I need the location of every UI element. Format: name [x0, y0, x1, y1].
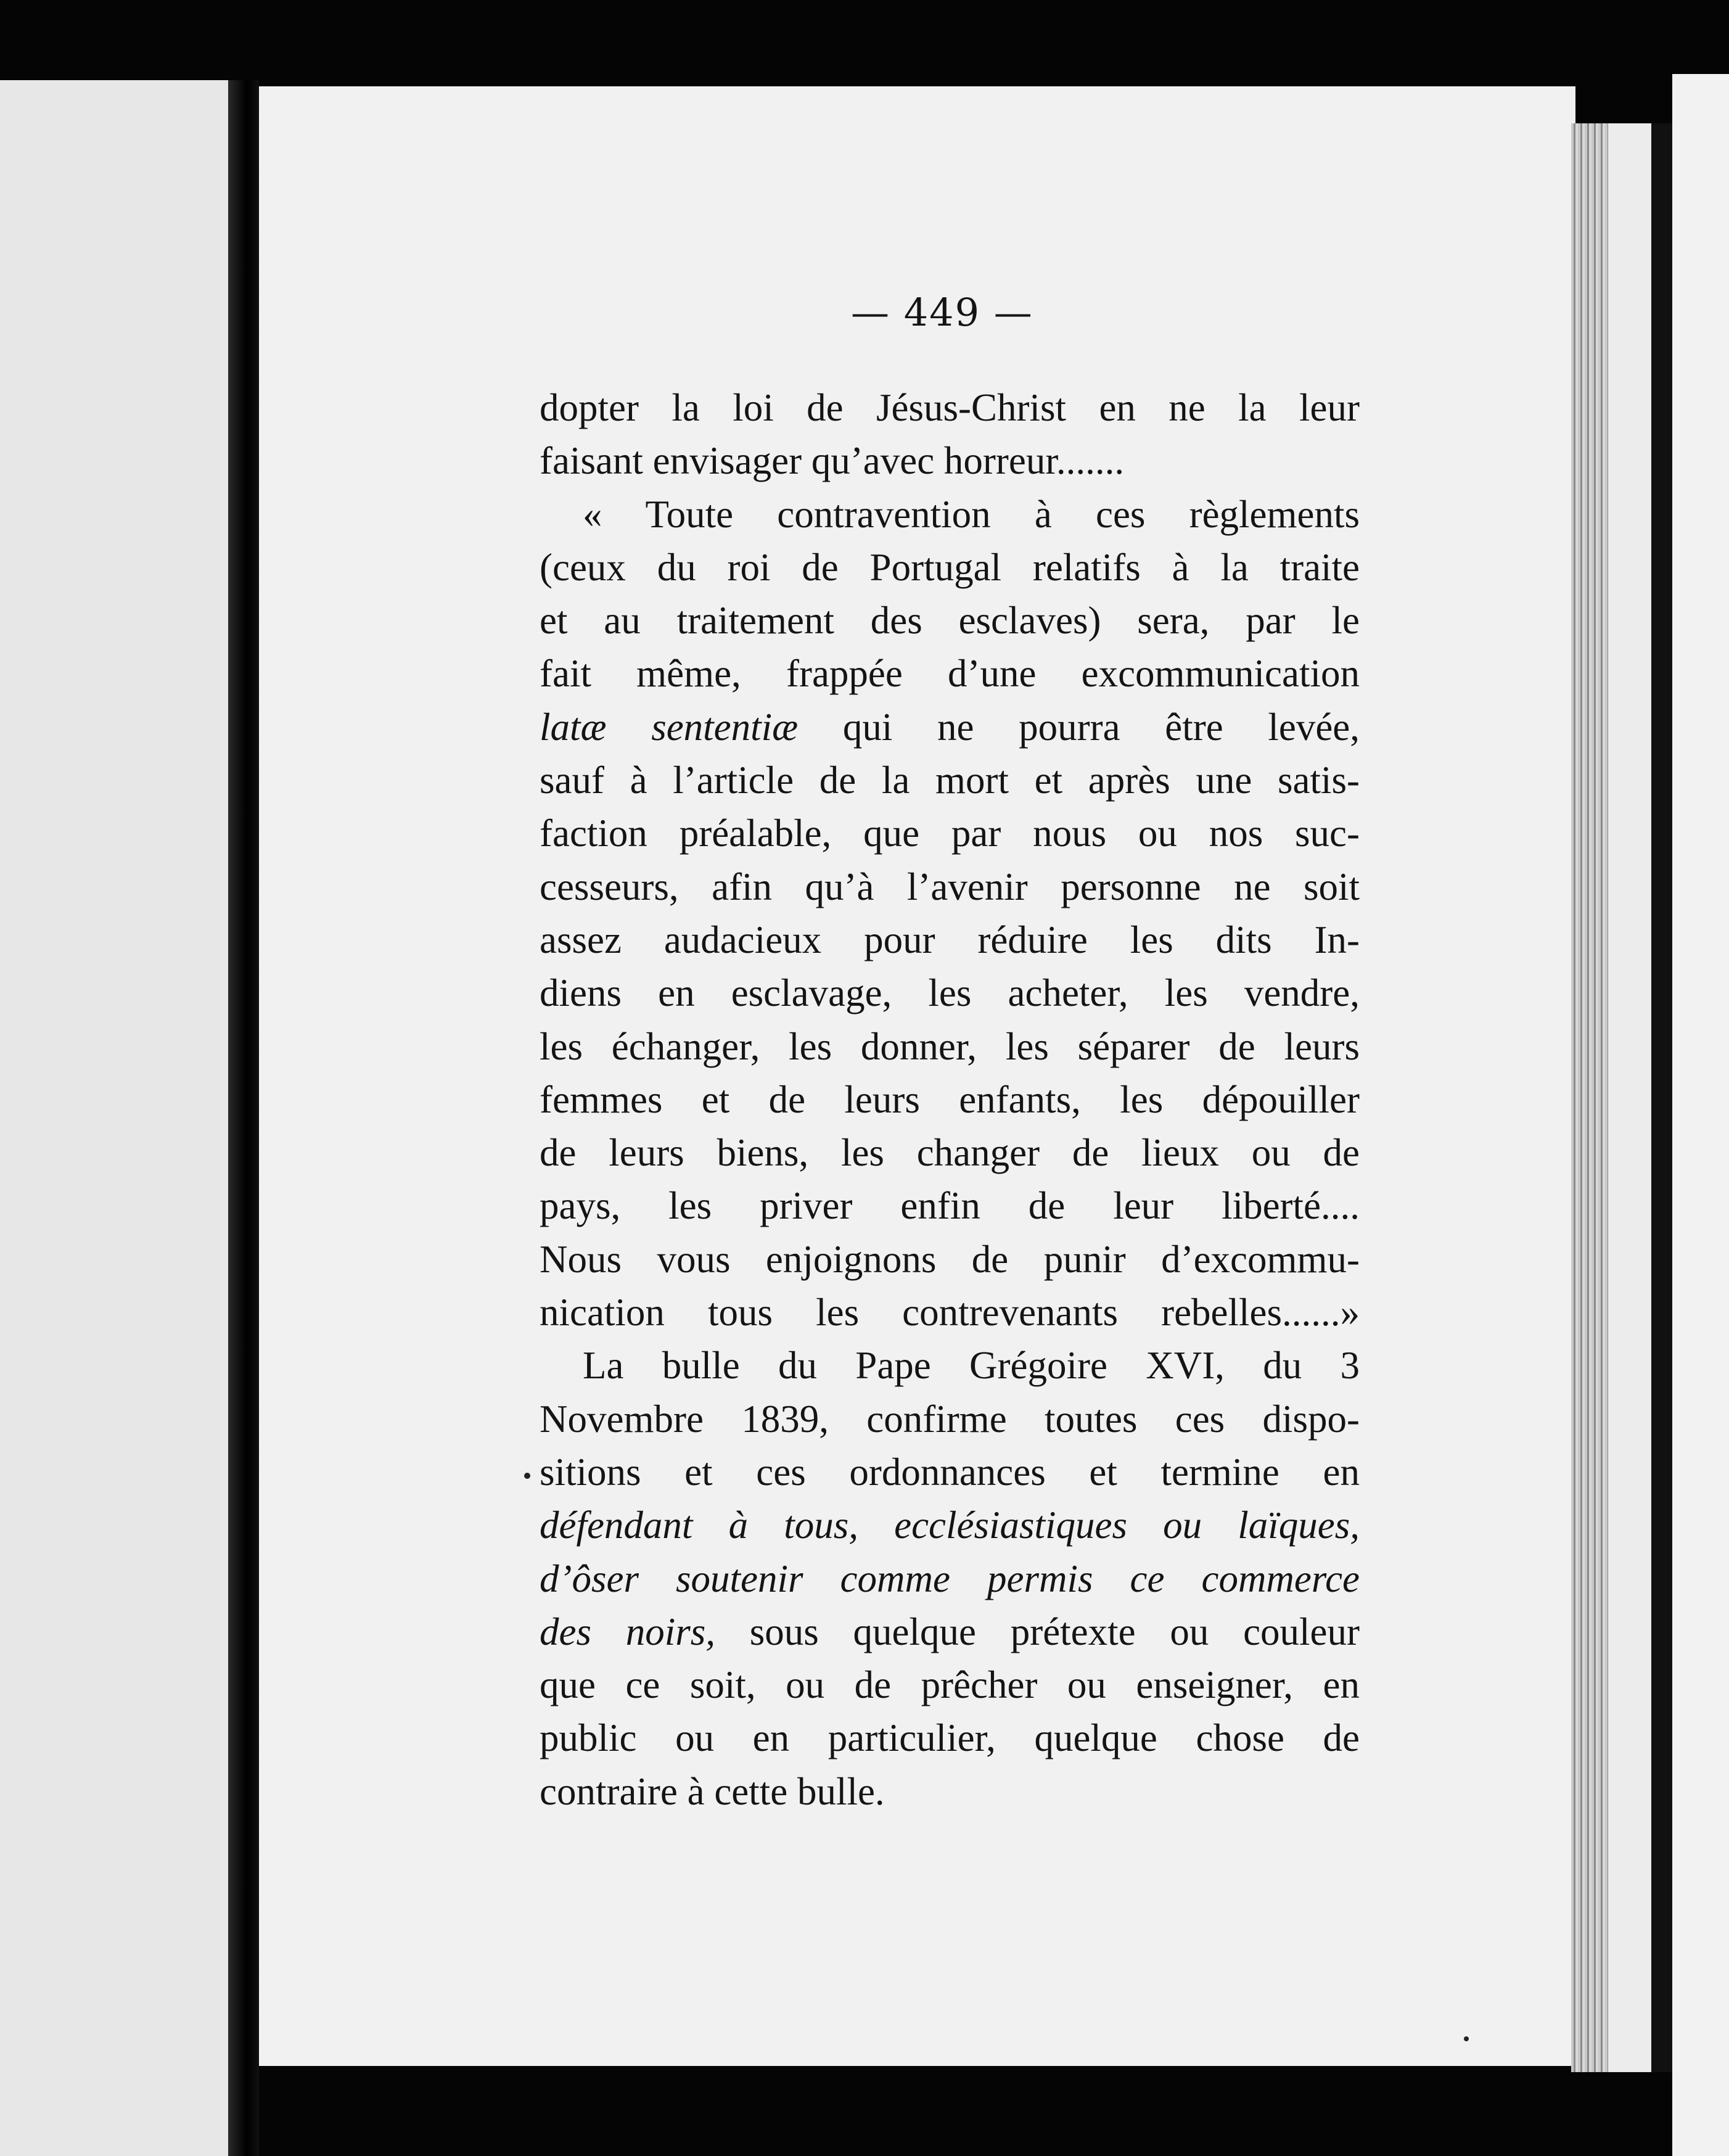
book-gutter — [228, 80, 259, 2156]
ink-speck — [524, 1473, 530, 1479]
text-line — [540, 1499, 1360, 1552]
text-line — [540, 1073, 1360, 1126]
text-segment: de leurs biens, les changer de lieux ou de — [540, 1131, 1360, 1175]
text-line — [540, 754, 1360, 807]
text-segment: sauf à l’article de la mort et après une satis- — [540, 759, 1360, 802]
text-line — [540, 1446, 1360, 1499]
text-line — [540, 1126, 1360, 1179]
text-line — [540, 807, 1360, 860]
text-line — [540, 488, 1360, 541]
page-edge-light — [1608, 123, 1651, 2072]
text-line — [540, 1233, 1360, 1286]
text-line — [540, 1339, 1360, 1392]
text-line — [540, 966, 1360, 1019]
text-segment: que ce soit, ou de prêcher ou enseigner, en — [540, 1663, 1360, 1707]
text-segment: qui ne pourra être levée, — [798, 705, 1360, 749]
text-segment: fait même, frappée d’une excommunication — [540, 652, 1360, 696]
text-segment: dopter la loi de Jésus-Christ en ne la leur — [540, 386, 1360, 429]
italic-text: défendant à tous, ecclésiastiques ou laïques, — [540, 1504, 1360, 1547]
text-line — [540, 1179, 1360, 1232]
text-segment: assez audacieux pour réduire les dits In- — [540, 918, 1360, 961]
scan-margin — [1672, 74, 1729, 2156]
italic-text: latæ sententiæ — [540, 705, 799, 749]
page-number: — 449 — — [851, 290, 1033, 335]
body-text — [540, 381, 1360, 1818]
text-segment: Nous vous enjoignons de punir d’excommu- — [540, 1237, 1360, 1281]
text-line — [540, 1552, 1360, 1605]
text-segment: et au traitement des esclaves) sera, par le — [540, 599, 1360, 643]
text-line — [540, 1286, 1360, 1339]
text-line — [540, 1711, 1360, 1764]
ink-speck — [1464, 2036, 1469, 2041]
text-line — [540, 647, 1360, 700]
text-segment: pays, les priver enfin de leur liberté.... — [540, 1184, 1360, 1228]
text-line — [540, 381, 1360, 434]
text-segment: La bulle du Pape Grégoire XVI, du 3 — [583, 1344, 1360, 1388]
text-segment: faction préalable, que par nous ou nos suc- — [540, 812, 1360, 855]
page-edges — [1571, 123, 1608, 2072]
facing-page — [0, 80, 228, 2156]
text-segment: Novembre 1839, confirme toutes ces dispo- — [540, 1397, 1360, 1441]
italic-text: des noirs, — [540, 1610, 716, 1653]
text-segment: les échanger, les donner, les séparer de leurs — [540, 1024, 1360, 1068]
text-segment: public ou en particulier, quelque chose de — [540, 1716, 1360, 1760]
text-line — [540, 860, 1360, 913]
text-segment: « Toute contravention à ces règlements — [583, 492, 1360, 536]
text-line — [540, 541, 1360, 594]
text-line — [540, 913, 1360, 966]
text-segment: sitions et ces ordonnances et termine en — [540, 1450, 1360, 1494]
text-line — [540, 1765, 1360, 1818]
text-segment: nication tous les contrevenants rebelles......» — [540, 1291, 1360, 1335]
text-segment: diens en esclavage, les acheter, les vendre, — [540, 971, 1360, 1015]
text-line — [540, 1393, 1360, 1446]
text-segment: (ceux du roi de Portugal relatifs à la traite — [540, 545, 1360, 589]
text-segment: cesseurs, afin qu’à l’avenir personne ne soit — [540, 865, 1360, 908]
text-line — [540, 594, 1360, 647]
text-segment: faisant envisager qu’avec horreur....... — [540, 439, 1125, 483]
text-line — [540, 701, 1360, 754]
italic-text: d’ôser soutenir comme permis ce commerce — [540, 1557, 1360, 1600]
text-segment: sous quelque prétexte ou couleur — [715, 1610, 1360, 1653]
text-line — [540, 1020, 1360, 1073]
text-line — [540, 1605, 1360, 1658]
text-line — [540, 1658, 1360, 1711]
text-segment: contraire à cette bulle. — [540, 1769, 885, 1813]
text-line — [540, 434, 1360, 487]
page-edge-dark — [1651, 123, 1672, 2072]
text-segment: femmes et de leurs enfants, les dépouiller — [540, 1077, 1360, 1121]
